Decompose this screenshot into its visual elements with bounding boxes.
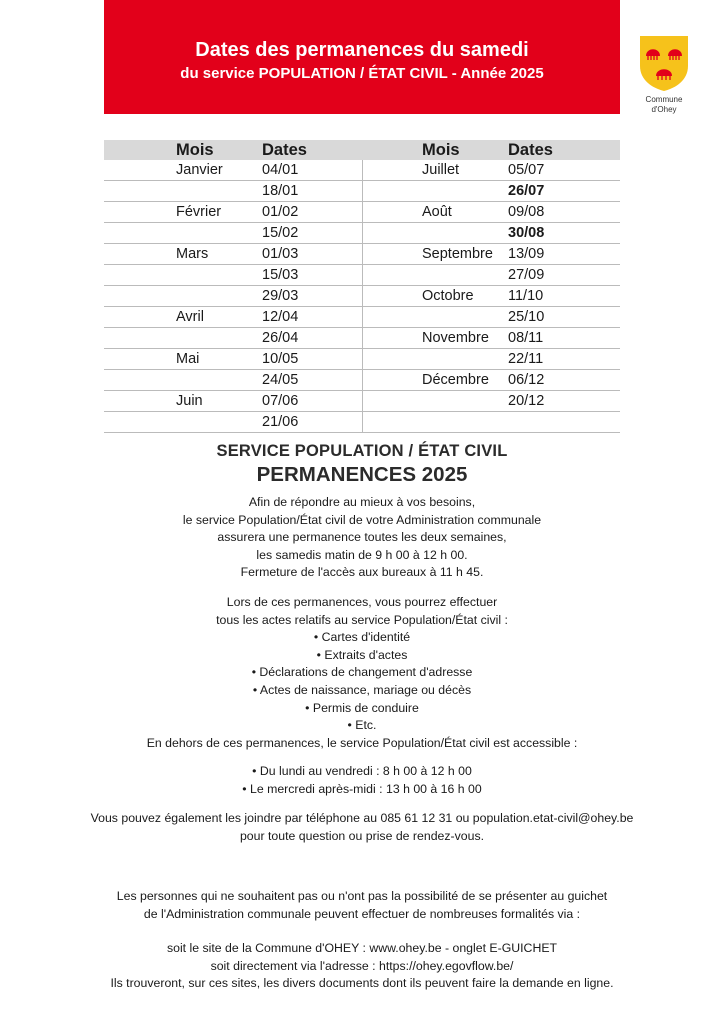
text-line: Les personnes qui ne souhaitent pas ou n'ont pas la possibilité de se présenter au guichet <box>116 889 608 903</box>
intro-paragraph <box>0 494 724 582</box>
page-title: Dates des permanences du samedi <box>195 39 529 61</box>
text-line: En dehors de ces permanences, le service Population/État civil est accessible : <box>146 735 578 750</box>
text-line: soit le site de la Commune d'OHEY : www.ohey.be - onglet E-GUICHET <box>166 941 558 955</box>
header-month-left: Mois <box>176 140 262 160</box>
header-dates-right: Dates <box>508 140 620 160</box>
list-item: • Permis de conduire <box>305 700 419 715</box>
date-cell: 15/03 <box>262 265 362 286</box>
table-row <box>104 160 620 181</box>
month-cell <box>422 181 508 202</box>
month-cell: Mars <box>176 244 262 265</box>
text-line: les samedis matin de 9 h 00 à 12 h 00. <box>256 547 468 562</box>
month-cell: Mai <box>176 349 262 370</box>
month-cell: Février <box>176 202 262 223</box>
text-line: Lors de ces permanences, vous pourrez effectuer <box>226 595 498 609</box>
table-row <box>104 370 620 391</box>
month-cell <box>422 349 508 370</box>
list-item: • Etc. <box>347 718 377 733</box>
month-cell <box>176 328 262 349</box>
date-cell: 26/04 <box>262 328 362 349</box>
table-row <box>104 412 620 433</box>
table-row <box>104 307 620 328</box>
month-cell: Avril <box>176 307 262 328</box>
month-cell <box>176 181 262 202</box>
month-cell <box>422 307 508 328</box>
month-cell <box>422 391 508 412</box>
date-cell: 01/02 <box>262 202 362 223</box>
month-cell <box>422 223 508 244</box>
table-row <box>104 349 620 370</box>
date-cell: 18/01 <box>262 181 362 202</box>
text-line: de l'Administration communale peuvent effectuer de nombreuses formalités via : <box>143 906 581 921</box>
list-item: • Extraits d'actes <box>316 647 408 662</box>
list-item: • Déclarations de changement d'adresse <box>251 665 473 680</box>
text-line: Ils trouveront, sur ces sites, les divers documents dont ils peuvent faire la demande en ligne. <box>110 976 614 991</box>
month-cell <box>422 265 508 286</box>
month-cell <box>176 265 262 286</box>
date-cell: 12/04 <box>262 307 362 328</box>
month-cell: Juin <box>176 391 262 412</box>
text-line: tous les actes relatifs au service Population/État civil : <box>216 612 508 627</box>
date-cell <box>508 412 620 433</box>
date-cell: 27/09 <box>508 265 620 286</box>
table-row <box>104 391 620 412</box>
text-line: assurera une permanence toutes les deux semaines, <box>217 530 507 545</box>
online-intro-paragraph <box>0 888 724 923</box>
month-cell <box>176 223 262 244</box>
month-cell: Septembre <box>422 244 508 265</box>
month-cell: Janvier <box>176 160 262 181</box>
text-line: Fermeture de l'accès aux bureaux à 11 h 45. <box>240 565 484 580</box>
month-cell: Août <box>422 202 508 223</box>
month-cell: Novembre <box>422 328 508 349</box>
date-cell: 13/09 <box>508 244 620 265</box>
list-item: • Cartes d'identité <box>313 630 411 645</box>
date-cell: 09/08 <box>508 202 620 223</box>
date-cell: 06/12 <box>508 370 620 391</box>
date-cell-highlight: 30/08 <box>508 223 620 244</box>
date-cell: 21/06 <box>262 412 362 433</box>
header-dates-left: Dates <box>262 140 362 160</box>
table-row <box>104 181 620 202</box>
date-cell-highlight: 26/07 <box>508 181 620 202</box>
text-line: soit directement via l'adresse : https://ohey.egovflow.be/ <box>210 958 514 973</box>
header-month-right: Mois <box>422 140 508 160</box>
list-item: • Du lundi au vendredi : 8 h 00 à 12 h 00 <box>252 764 472 778</box>
date-cell: 29/03 <box>262 286 362 307</box>
month-cell: Juillet <box>422 160 508 181</box>
online-paragraph <box>0 940 724 993</box>
commune-shield-icon <box>638 34 690 92</box>
list-item: • Le mercredi après-midi : 13 h 00 à 16 h 00 <box>242 781 482 796</box>
date-cell: 22/11 <box>508 349 620 370</box>
date-cell: 04/01 <box>262 160 362 181</box>
month-cell <box>176 286 262 307</box>
page-subtitle: du service POPULATION / ÉTAT CIVIL - Année 2025 <box>180 65 544 82</box>
logo-label-line1: Commune <box>645 95 683 104</box>
acts-paragraph <box>0 594 724 752</box>
month-cell <box>422 412 508 433</box>
date-cell: 08/11 <box>508 328 620 349</box>
date-cell: 20/12 <box>508 391 620 412</box>
table-row <box>104 223 620 244</box>
date-cell: 01/03 <box>262 244 362 265</box>
commune-logo <box>636 34 692 115</box>
date-cell: 05/07 <box>508 160 620 181</box>
month-cell: Décembre <box>422 370 508 391</box>
table-row <box>104 202 620 223</box>
table-header-row <box>104 140 620 160</box>
date-cell: 25/10 <box>508 307 620 328</box>
text-line: pour toute question ou prise de rendez-vous. <box>239 828 485 843</box>
date-cell: 11/10 <box>508 286 620 307</box>
opening-hours <box>0 763 724 798</box>
month-cell: Octobre <box>422 286 508 307</box>
permanence-dates-table <box>104 140 620 433</box>
contact-paragraph <box>0 810 724 845</box>
date-cell: 10/05 <box>262 349 362 370</box>
service-heading: SERVICE POPULATION / ÉTAT CIVIL <box>216 442 508 460</box>
date-cell: 24/05 <box>262 370 362 391</box>
month-cell <box>176 370 262 391</box>
table-row <box>104 286 620 307</box>
logo-label-line2: d'Ohey <box>651 105 677 114</box>
title-banner <box>104 0 620 114</box>
month-cell <box>176 412 262 433</box>
table-row <box>104 265 620 286</box>
text-line: le service Population/État civil de votre Administration communale <box>182 512 542 527</box>
date-cell: 07/06 <box>262 391 362 412</box>
date-cell: 15/02 <box>262 223 362 244</box>
text-line: Afin de répondre au mieux à vos besoins, <box>248 495 476 509</box>
table-row <box>104 328 620 349</box>
table-row <box>104 244 620 265</box>
permanences-heading: PERMANENCES 2025 <box>256 463 468 486</box>
list-item: • Actes de naissance, mariage ou décès <box>252 682 472 697</box>
text-line: Vous pouvez également les joindre par téléphone au 085 61 12 31 ou population.etat-civil@ohey.be <box>90 811 634 825</box>
